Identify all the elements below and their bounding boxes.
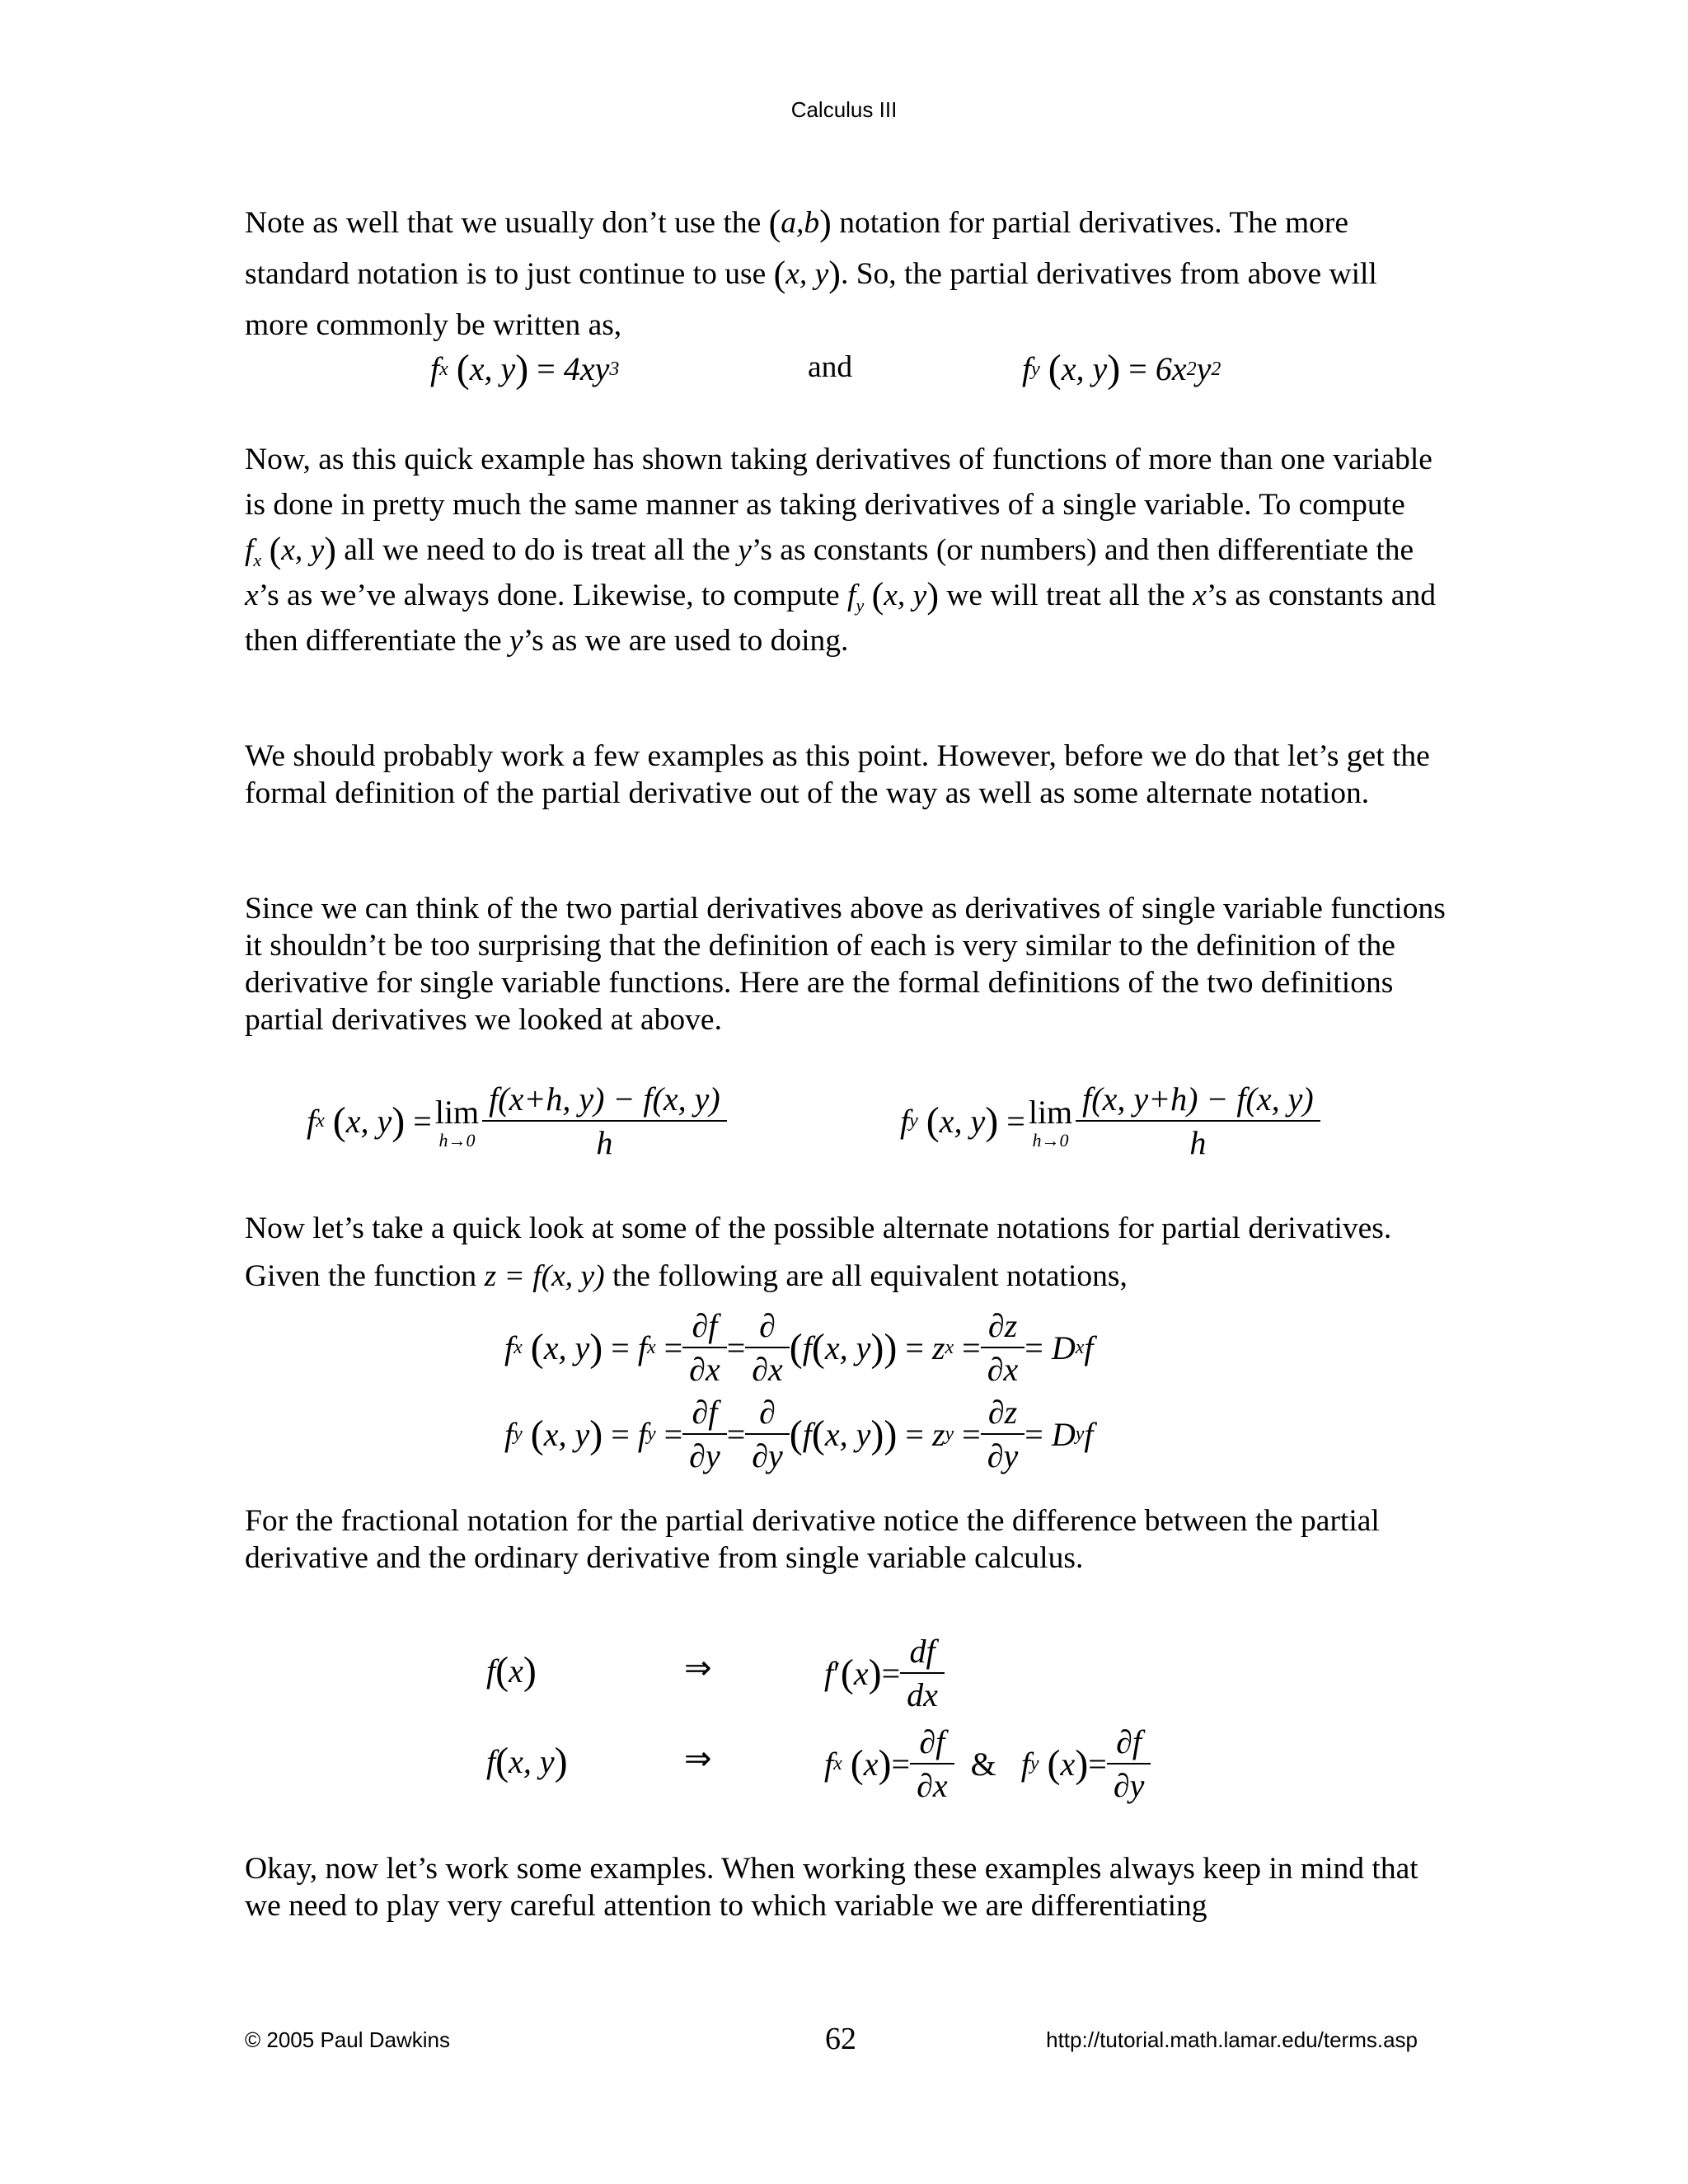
paragraph-examples-intro: Okay, now let’s work some examples. When working these examples always keep in mind that we need to play very careful attention to which variable we are differentiating bbox=[245, 1852, 1418, 1923]
equation-fx-limit-definition: f x ( x, y ) = lim h→0 $\frac{f(x+h, y) - f(x, y)}{h}$ bbox=[307, 1080, 727, 1162]
implies-arrow-2: ⇒ bbox=[684, 1740, 712, 1777]
equation-fy-result: f y ( x, y ) = 6x 2 y 2 bbox=[1022, 347, 1221, 391]
paragraph-definition-similarity: Since we can think of the two partial derivatives above as derivatives of single variable functions it shouldn’t be too surprising that the definition of each is very similar to the definition of the derivative for single variable functions. Here are the formal definitions of the two definitions partial derivatives we looked at above. bbox=[245, 892, 1446, 1037]
and-word: and bbox=[808, 350, 853, 384]
terms-url: http://tutorial.math.lamar.edu/terms.asp bbox=[1046, 2027, 1418, 2052]
equation-fy-notations: f y ( x, y ) = f y = $\frac{\partial f}{\partial y}$ = $\frac{\partial}{\partial y}$ ( f ( x, y )) = z y = $\frac{\partial z}{\partial y}$ = D y f bbox=[504, 1394, 1094, 1474]
ordinary-derivative: f ′ ( x ) = $\frac{df}{dx}$ bbox=[824, 1632, 945, 1714]
equation-fx-result: f x ( x, y ) = 4xy 3 bbox=[430, 347, 620, 391]
paragraph-computing-partials: Now, as this quick example has shown taking derivatives of functions of more than one variable is done in pretty much the same manner as taking derivatives of a single variable. To compute $f_x$ (x, y) all we need to do is treat all the y’s as constants (or numbers) and then differentiate the x’s as we’ve always done. Likewise, to compute $f_y$ (x, y) we will treat all the x’s as constants and then differentiate the y’s as we are used to doing. bbox=[245, 443, 1436, 658]
equation-fy-limit-definition: f y ( x, y ) = lim h→0 $\frac{f(x, y+h) - f(x, y)}{h}$ bbox=[900, 1080, 1320, 1162]
equation-fx-notations: f x ( x, y ) = f x = $\frac{\partial f}{\partial x}$ = $\frac{\partial}{\partial x}$ ( f ( x, y )) = z x = $\frac{\partial z}{\partial x}$ = D x f bbox=[504, 1307, 1094, 1388]
multivariable-function: f ( x, y ) bbox=[486, 1740, 568, 1783]
page-number: 62 bbox=[825, 2022, 856, 2056]
implies-arrow-1: ⇒ bbox=[684, 1649, 712, 1686]
copyright-notice: © 2005 Paul Dawkins bbox=[245, 2027, 450, 2052]
paragraph-alternate-notations: Now let’s take a quick look at some of the possible alternate notations for partial derivatives. Given the function z = f(x, y) the following are all equivalent notations, bbox=[245, 1212, 1392, 1293]
partial-derivatives: f x ( x ) = $\frac{\partial f}{\partial x}$ & f y ( x ) = $\frac{\partial f}{\partial y}$ bbox=[824, 1722, 1151, 1805]
ordinary-function: f ( x ) bbox=[486, 1649, 537, 1693]
paragraph-fractional-notation: For the fractional notation for the partial derivative notice the difference between the partial derivative and the ordinary derivative from single variable calculus. bbox=[245, 1504, 1380, 1575]
paragraph-formal-definition-intro: We should probably work a few examples as this point. However, before we do that let’s get the formal definition of the partial derivative out of the way as well as some alternate notation. bbox=[245, 739, 1430, 810]
paragraph-notation: Note as well that we usually don’t use the (a,b) notation for partial derivatives. The more standard notation is to just continue to use (x, y). So, the partial derivatives from above will more commonly be written as, bbox=[245, 203, 1377, 342]
running-header: Calculus III bbox=[790, 97, 898, 122]
